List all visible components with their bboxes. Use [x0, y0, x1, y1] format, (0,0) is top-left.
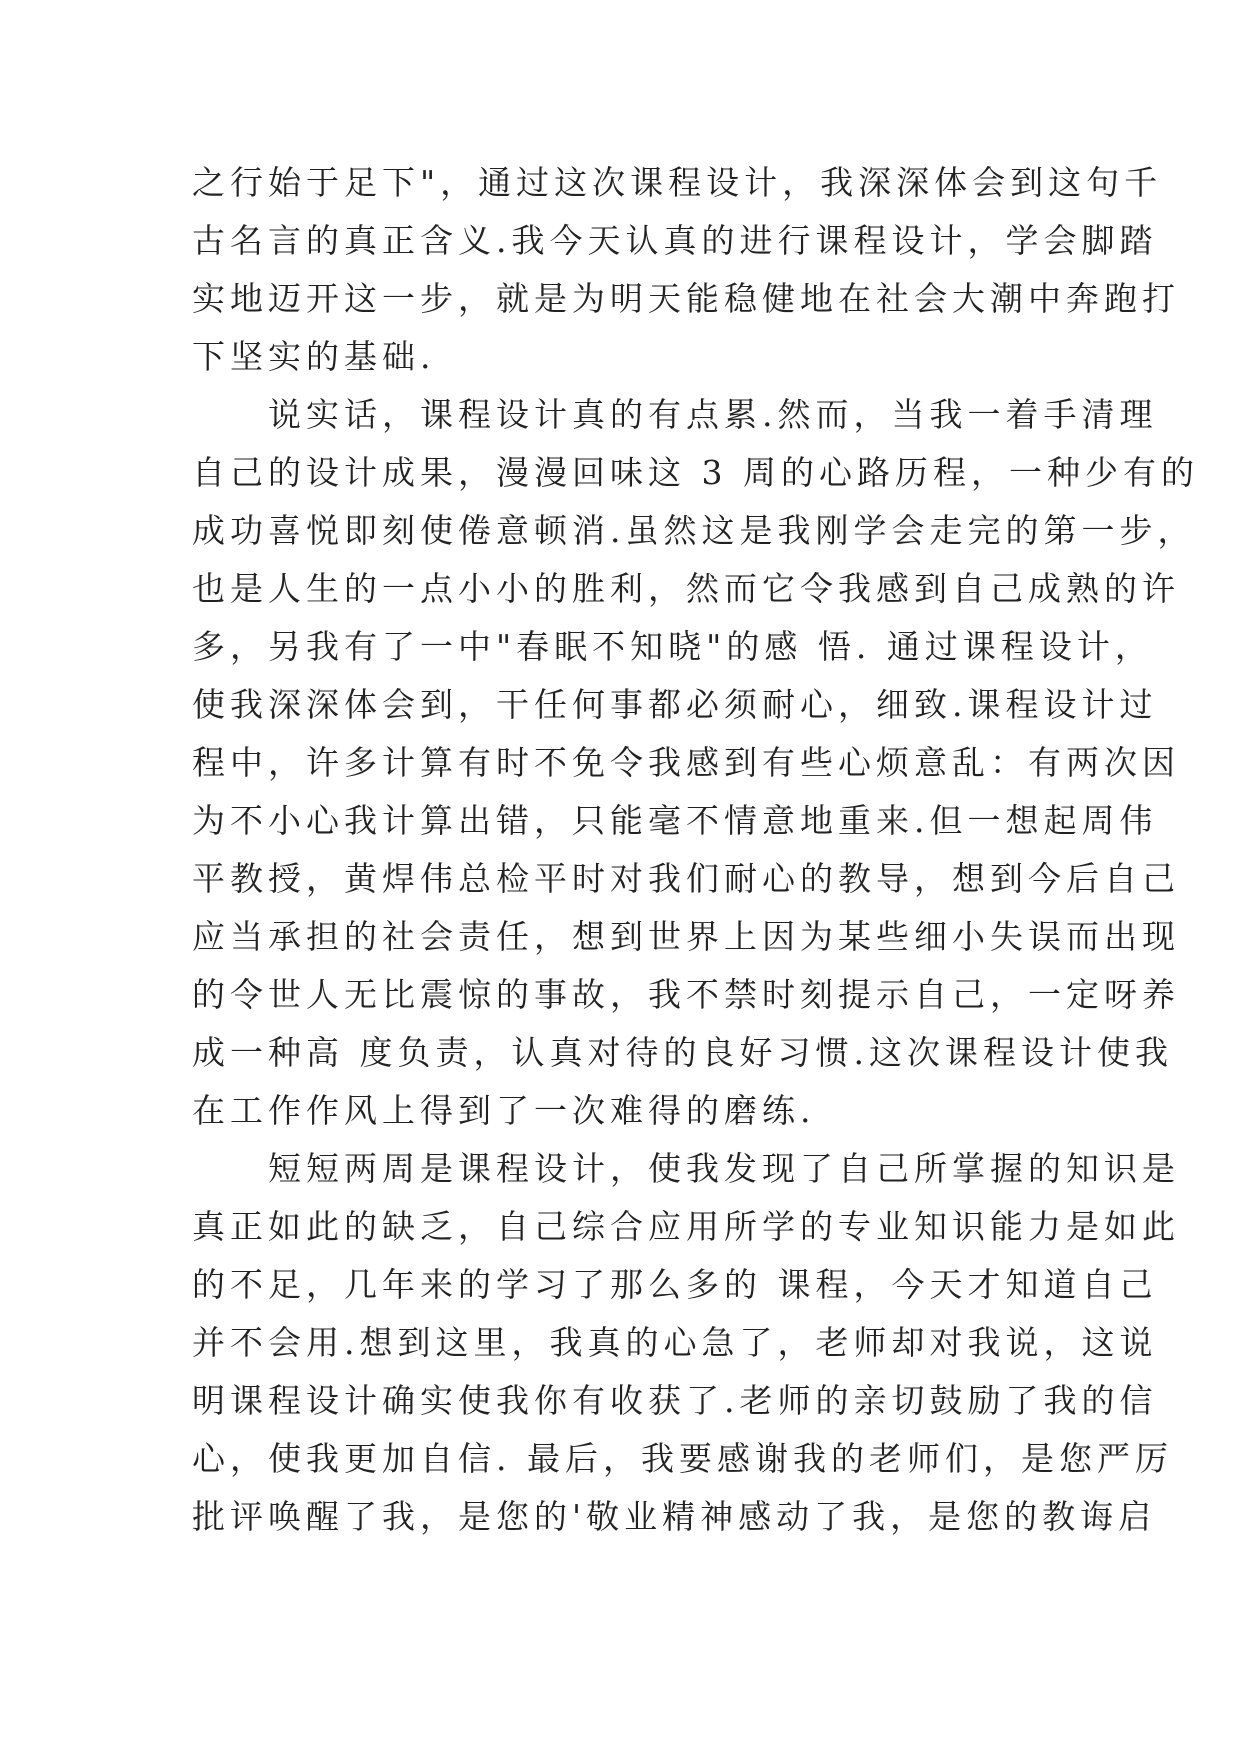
- text-line: 古名言的真正含义.我今天认真的进行课程设计，学会脚踏: [192, 221, 1158, 260]
- text-line: 短短两周是课程设计，使我发现了自己所掌握的知识是: [192, 1149, 1180, 1188]
- text-line: 的令世人无比震惊的事故，我不禁时刻提示自己，一定呀养: [192, 975, 1180, 1014]
- text-line: 成功喜悦即刻使倦意顿消.虽然这是我刚学会走完的第一步，: [192, 511, 1196, 550]
- text-line: 实地迈开这一步，就是为明天能稳健地在社会大潮中奔跑打: [192, 279, 1180, 318]
- text-line: 也是人生的一点小小的胜利，然而它令我感到自己成熟的许: [192, 569, 1180, 608]
- text-line: 为不小心我计算出错，只能毫不情意地重来.但一想起周伟: [192, 801, 1158, 840]
- text-line: 并不会用.想到这里，我真的心急了，老师却对我说，这说: [192, 1323, 1158, 1362]
- text-line: 使我深深体会到，干任何事都必须耐心，细致.课程设计过: [192, 685, 1158, 724]
- text-line: 平教授，黄焊伟总检平时对我们耐心的教导，想到今后自己: [192, 859, 1180, 898]
- text-line: 说实话，课程设计真的有点累.然而，当我一着手清理: [192, 395, 1158, 434]
- text-line: 自己的设计成果，漫漫回味这 3 周的心路历程，一种少有的: [192, 453, 1199, 492]
- text-line: 之行始于足下"，通过这次课程设计，我深深体会到这句千: [192, 163, 1163, 202]
- body-text: [192, 154, 1199, 1546]
- text-line: 明课程设计确实使我你有收获了.老师的亲切鼓励了我的信: [192, 1381, 1158, 1420]
- text-line: 的不足，几年来的学习了那么多的 课程，今天才知道自己: [192, 1265, 1158, 1304]
- text-line: 应当承担的社会责任，想到世界上因为某些细小失误而出现: [192, 917, 1180, 956]
- text-line: 批评唤醒了我，是您的'敬业精神感动了我，是您的教诲启: [192, 1497, 1157, 1536]
- text-line: 下坚实的基础.: [192, 337, 436, 376]
- text-line: 成一种高 度负责，认真对待的良好习惯.这次课程设计使我: [192, 1033, 1173, 1072]
- text-line: 心，使我更加自信. 最后，我要感谢我的老师们，是您严厉: [192, 1439, 1173, 1478]
- text-line: 程中，许多计算有时不免令我感到有些心烦意乱：有两次因: [192, 743, 1180, 782]
- text-line: 在工作作风上得到了一次难得的磨练.: [192, 1091, 816, 1130]
- text-line: 真正如此的缺乏，自己综合应用所学的专业知识能力是如此: [192, 1207, 1180, 1246]
- text-line: 多，另我有了一中"春眠不知晓"的感 悟. 通过课程设计，: [192, 627, 1153, 666]
